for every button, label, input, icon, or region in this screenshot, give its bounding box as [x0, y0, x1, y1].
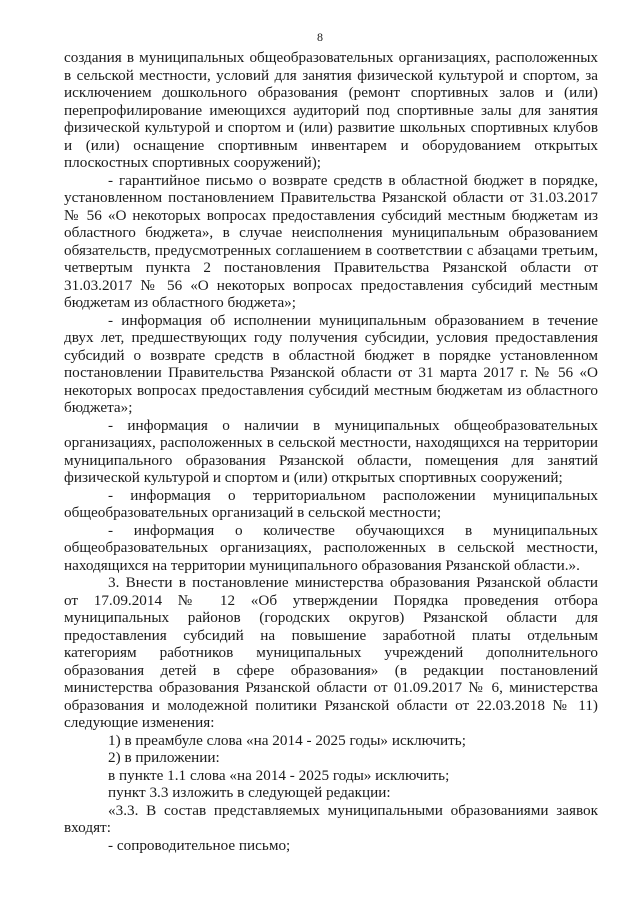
paragraph: - информация о количестве обучающихся в муниципальных общеобразовательных организациях, расположенных в сельской местности, находящихся на территории муниципального образования Рязанской области.».: [64, 521, 598, 574]
paragraph: - информация о наличии в муниципальных общеобразовательных организациях, расположенных в сельской местности, находящихся на территории муниципального образования Рязанской области, помещения для занятий физической культурой и спортом и (или) открытых спортивных сооружений;: [64, 416, 598, 486]
paragraph: в пункте 1.1 слова «на 2014 - 2025 годы» исключить;: [108, 766, 450, 784]
paragraph: - сопроводительное письмо;: [108, 836, 291, 854]
paragraph: - гарантийное письмо о возврате средств в областной бюджет в порядке, установленном постановлением Правительства Рязанской области от 31.03.2017 № 56 «О некоторых вопросах предоставления субсидий местным бюджетам из областного бюджета», в случае неисполнения муниципальным образованием обязательств, предусмотренных соглашением в соответствии с абзацами третьим, четвертым пункта 2 постановления Правительства Рязанской области от 31.03.2017 № 56 «О некоторых вопросах предоставления субсидий местным бюджетам из областного бюджета»;: [64, 171, 598, 311]
paragraph: - информация об исполнении муниципальным образованием в течение двух лет, предшествующих году получения субсидии, условия предоставления субсидий о возврате средств в областной бюджет в порядке установленном постановлении Правительства Рязанской области от 31 марта 2017 г. № 56 «О некоторых вопросах предоставления субсидий местным бюджетам из областного бюджета»;: [64, 311, 598, 416]
paragraph: - информация о территориальном расположении муниципальных общеобразовательных организаций в сельской местности;: [64, 486, 598, 521]
document-body: [64, 49, 598, 854]
paragraph: пункт 3.3 изложить в следующей редакции:: [108, 784, 391, 801]
paragraph: 2) в приложении:: [108, 749, 220, 766]
page-number: 8: [317, 30, 323, 44]
paragraph: 3. Внести в постановление министерства образования Рязанской области от 17.09.2014 № 12 «Об утверждении Порядка проведения отбора муниципальных районов (городских округов) Рязанской области для предоставления субсидий на повышение заработной платы отдельным категориям работников муниципальных учреждений дополнительного образования детей в сфере образования» (в редакции постановлений министерства образования Рязанской области от 01.09.2017 № 6, министерства образования и молодежной политики Рязанской области от 22.03.2018 № 11) следующие изменения:: [64, 574, 598, 731]
paragraph: 1) в преамбуле слова «на 2014 - 2025 годы» исключить;: [108, 731, 466, 749]
paragraph: «3.3. В состав представляемых муниципальными образованиями заявок входят:: [64, 801, 598, 836]
paragraph: создания в муниципальных общеобразовательных организациях, расположенных в сельской местности, условий для занятия физической культурой и спортом, за исключением дошкольного образования (ремонт спортивных залов и (или) перепрофилирование имеющихся аудиторий под спортивные залы для занятия физической культурой и спортом и (или) развитие школьных спортивных клубов и (или) оснащение спортивным инвентарем и оборудованием открытых плоскостных спортивных сооружений);: [64, 49, 598, 171]
